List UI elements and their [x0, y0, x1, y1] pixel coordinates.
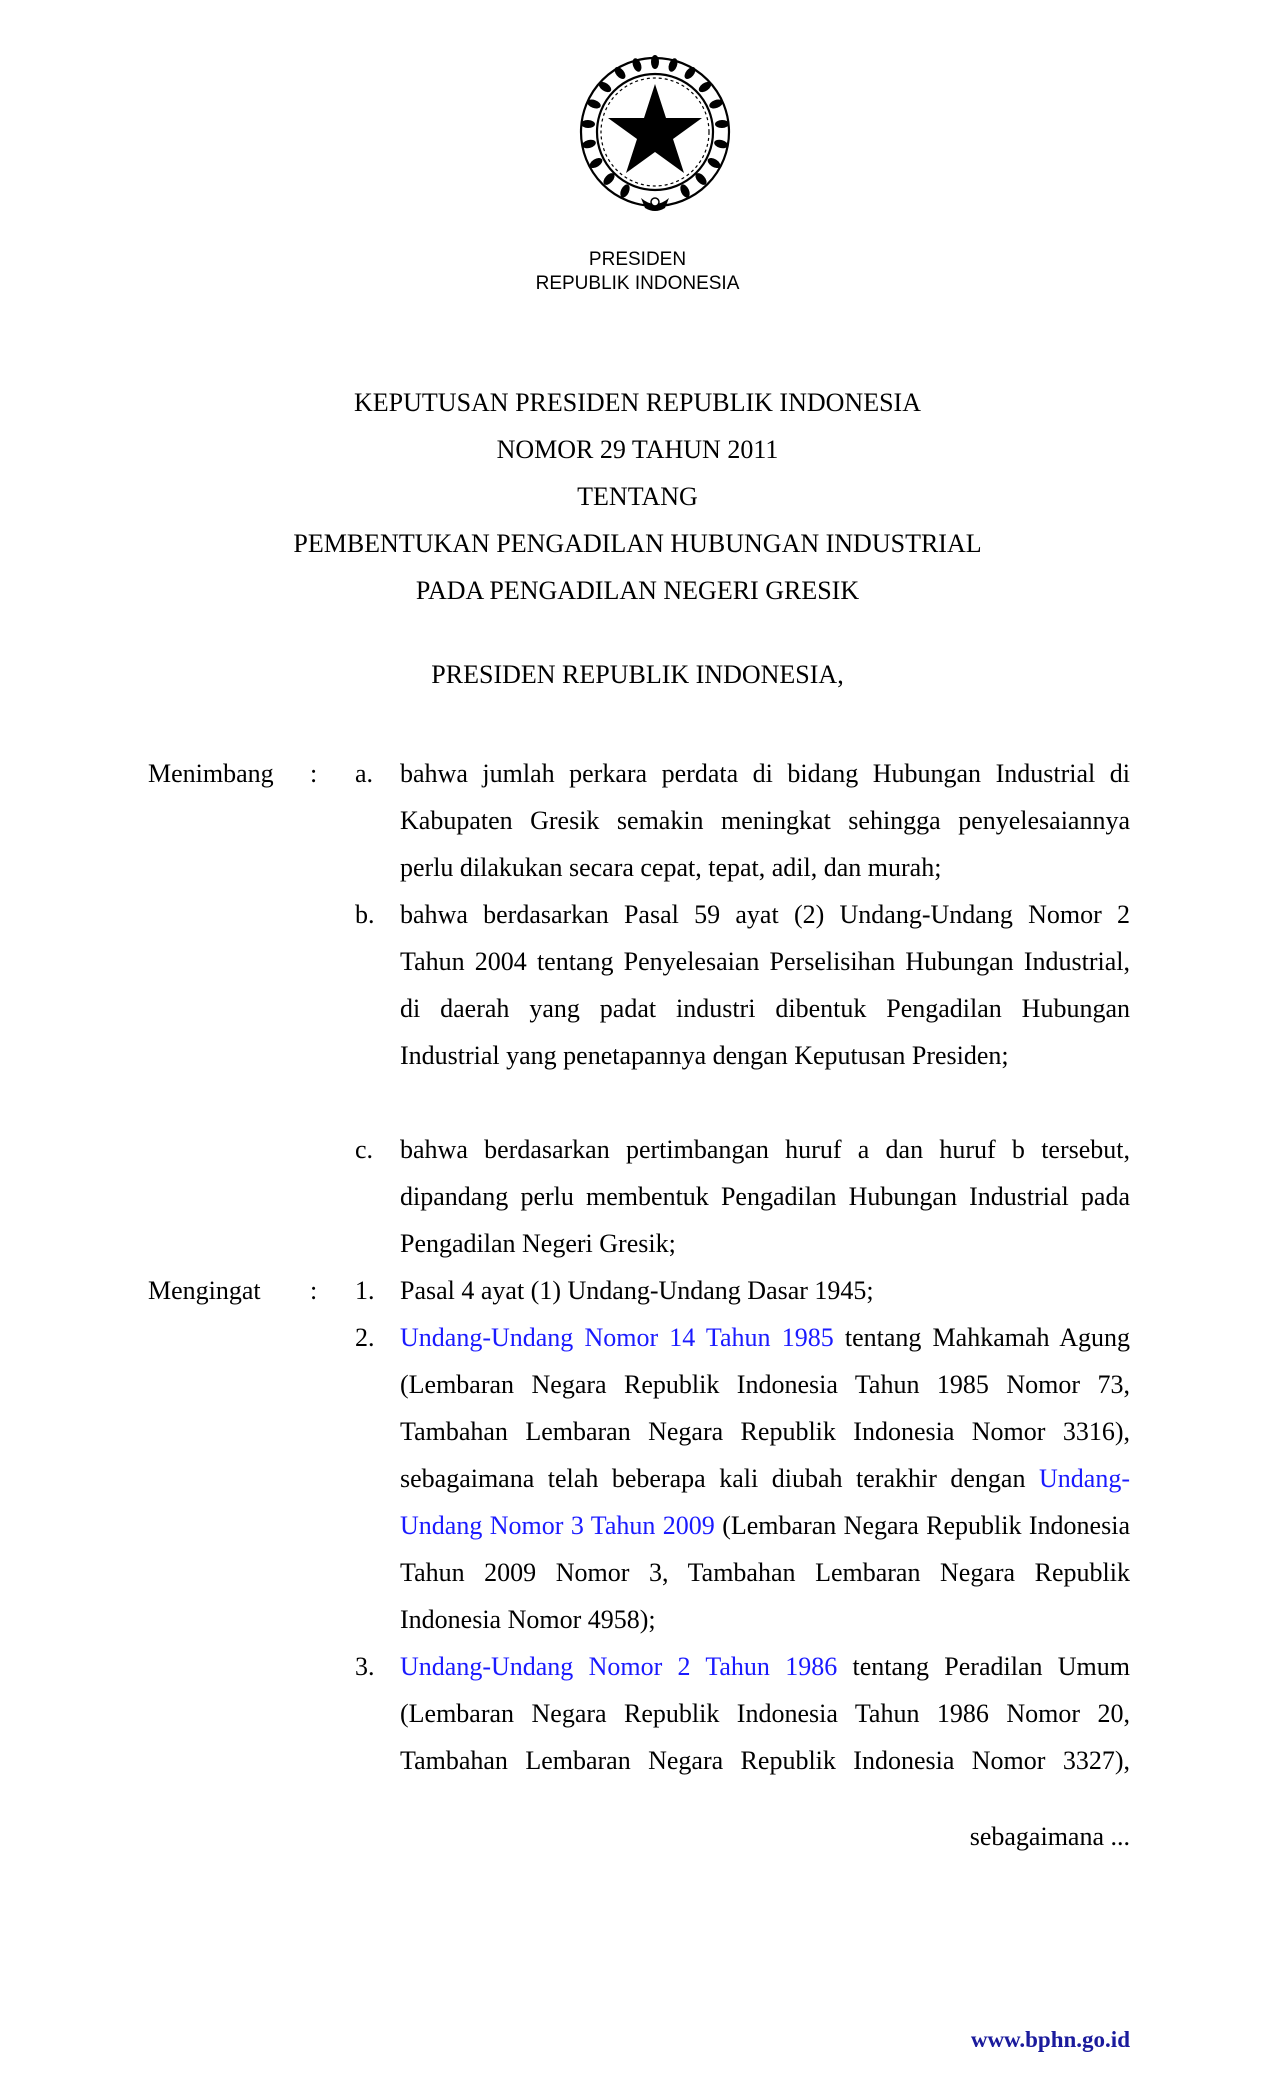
mengingat-item-marker: 2.	[355, 1323, 375, 1352]
mengingat-item-text: Pasal 4 ayat (1) Undang-Undang Dasar 1945;	[400, 1276, 874, 1305]
mengingat-item-text	[400, 1314, 1130, 1643]
menimbang-item-marker: c.	[355, 1135, 374, 1164]
menimbang-item-a	[355, 750, 1130, 891]
mengingat-label: Mengingat	[148, 1276, 261, 1305]
title-line-4: PEMBENTUKAN PENGADILAN HUBUNGAN INDUSTRIAL	[293, 529, 982, 558]
title-line-3: TENTANG	[577, 482, 698, 511]
footer-url-link[interactable]: www.bphn.go.id	[970, 2027, 1130, 2052]
menimbang-item-text: bahwa jumlah perkara perdata di bidang Hubungan Industrial di Kabupaten Gresik semakin meningkat sehingga penyelesaiannya perlu dilakukan secara cepat, tepat, adil, dan murah;	[400, 759, 1130, 882]
menimbang-item-text: bahwa berdasarkan Pasal 59 ayat (2) Undang-Undang Nomor 2 Tahun 2004 tentang Penyelesaian Perselisihan Hubungan Industrial, di daerah yang padat industri dibentuk Pengadilan Hubungan Industrial yang penetapannya dengan Keputusan Presiden;	[400, 900, 1130, 1070]
law-link-uu-3-2009[interactable]: Undang-Undang Nomor 3 Tahun 2009	[400, 1464, 1130, 1540]
menimbang-item-c	[355, 1126, 1130, 1267]
mengingat-item-1	[355, 1267, 1130, 1314]
mengingat-item-2-text-1: tentang Mahkamah Agung (Lembaran Negara Republik Indonesia Tahun 1985 Nomor 73, Tambahan Lembaran Negara Republik Indonesia Nomor 3316), sebagaimana telah beberapa kali diubah terakhir dengan	[400, 1323, 1130, 1493]
mengingat-item-marker: 1.	[355, 1276, 375, 1305]
title-line-1: KEPUTUSAN PRESIDEN REPUBLIK INDONESIA	[354, 388, 921, 417]
law-link-uu-14-1985[interactable]: Undang-Undang Nomor 14 Tahun 1985	[400, 1323, 834, 1352]
mengingat-item-marker: 3.	[355, 1652, 375, 1681]
title-line-2: NOMOR 29 TAHUN 2011	[496, 435, 779, 464]
mengingat-item-3	[355, 1643, 1130, 1784]
menimbang-item-marker: a.	[355, 759, 374, 788]
office-line-2: REPUBLIK INDONESIA	[535, 273, 740, 294]
page-continuation: sebagaimana ...	[969, 1822, 1130, 1851]
president-line: PRESIDEN REPUBLIK INDONESIA,	[431, 660, 844, 689]
title-line-5: PADA PENGADILAN NEGERI GRESIK	[415, 576, 860, 605]
menimbang-item-b	[355, 891, 1130, 1079]
document-title	[0, 379, 1275, 614]
mengingat-item-2-text-2: (Lembaran Negara Republik Indonesia Tahun 2009 Nomor 3, Tambahan Lembaran Negara Republik Indonesia Nomor 4958);	[400, 1511, 1130, 1634]
office-line-1: PRESIDEN	[588, 249, 687, 270]
menimbang-item-marker: b.	[355, 900, 375, 929]
mengingat-item-text	[400, 1643, 1130, 1784]
presidential-emblem-icon	[575, 52, 735, 222]
menimbang-colon: :	[310, 759, 318, 788]
menimbang-item-text: bahwa berdasarkan pertimbangan huruf a dan huruf b tersebut, dipandang perlu membentuk Pengadilan Hubungan Industrial pada Pengadilan Negeri Gresik;	[400, 1135, 1130, 1258]
mengingat-item-2	[355, 1314, 1130, 1643]
mengingat-item-3-text-1: tentang Peradilan Umum (Lembaran Negara Republik Indonesia Tahun 1986 Nomor 20, Tambahan Lembaran Negara Republik Indonesia Nomor 3327),	[400, 1652, 1130, 1775]
mengingat-colon: :	[310, 1276, 318, 1305]
menimbang-label: Menimbang	[148, 759, 274, 788]
law-link-uu-2-1986[interactable]: Undang-Undang Nomor 2 Tahun 1986	[400, 1652, 838, 1681]
